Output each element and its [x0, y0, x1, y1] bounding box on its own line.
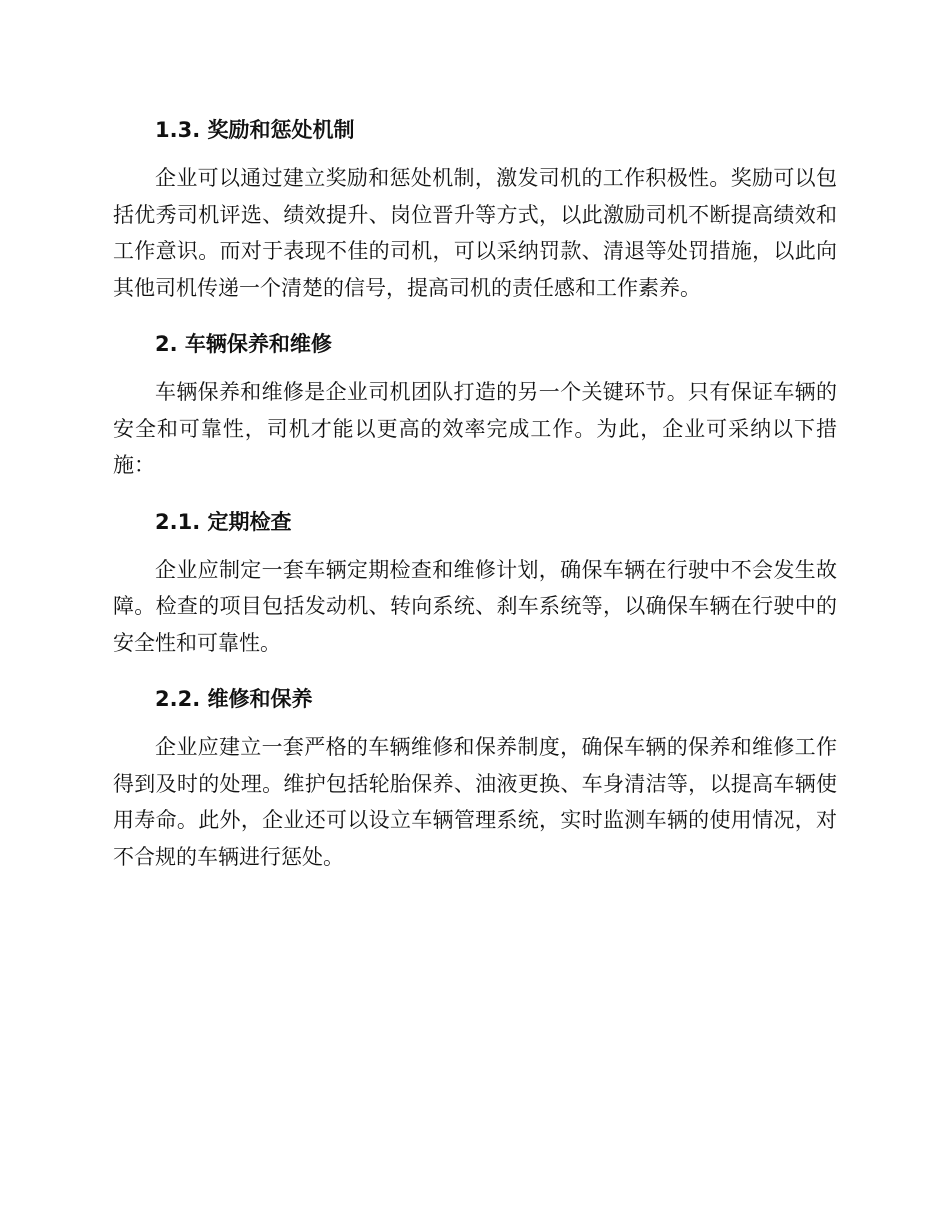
section-body-1-3: 企业可以通过建立奖励和惩处机制，激发司机的工作积极性。奖励可以包括优秀司机评选、绩效提升、岗位晋升等方式，以此激励司机不断提高绩效和工作意识。而对于表现不佳的司机，可以采纳罚款、清退等处罚措施，以此向其他司机传递一个清楚的信号，提高司机的责任感和工作素养。	[113, 166, 837, 300]
section-heading-1-3: 1.3. 奖励和惩处机制	[155, 118, 355, 142]
section-body-2: 车辆保养和维修是企业司机团队打造的另一个关键环节。只有保证车辆的安全和可靠性，司机才能以更高的效率完成工作。为此，企业可采纳以下措施：	[113, 380, 837, 477]
section-heading-2-1: 2.1. 定期检查	[155, 509, 292, 534]
section-heading-2: 2. 车辆保养和维修	[155, 332, 332, 356]
section-heading-2-2: 2.2. 维修和保养	[155, 687, 313, 711]
section-body-2-1: 企业应制定一套车辆定期检查和维修计划，确保车辆在行驶中不会发生故障。检查的项目包括发动机、转向系统、刹车系统等，以确保车辆在行驶中的安全性和可靠性。	[113, 557, 837, 655]
section-body-2-2: 企业应建立一套严格的车辆维修和保养制度，确保车辆的保养和维修工作得到及时的处理。维护包括轮胎保养、油液更换、车身清洁等，以提高车辆使用寿命。此外，企业还可以设立车辆管理系统，实时监测车辆的使用情况，对不合规的车辆进行惩处。	[113, 735, 837, 869]
document-page	[113, 108, 837, 875]
